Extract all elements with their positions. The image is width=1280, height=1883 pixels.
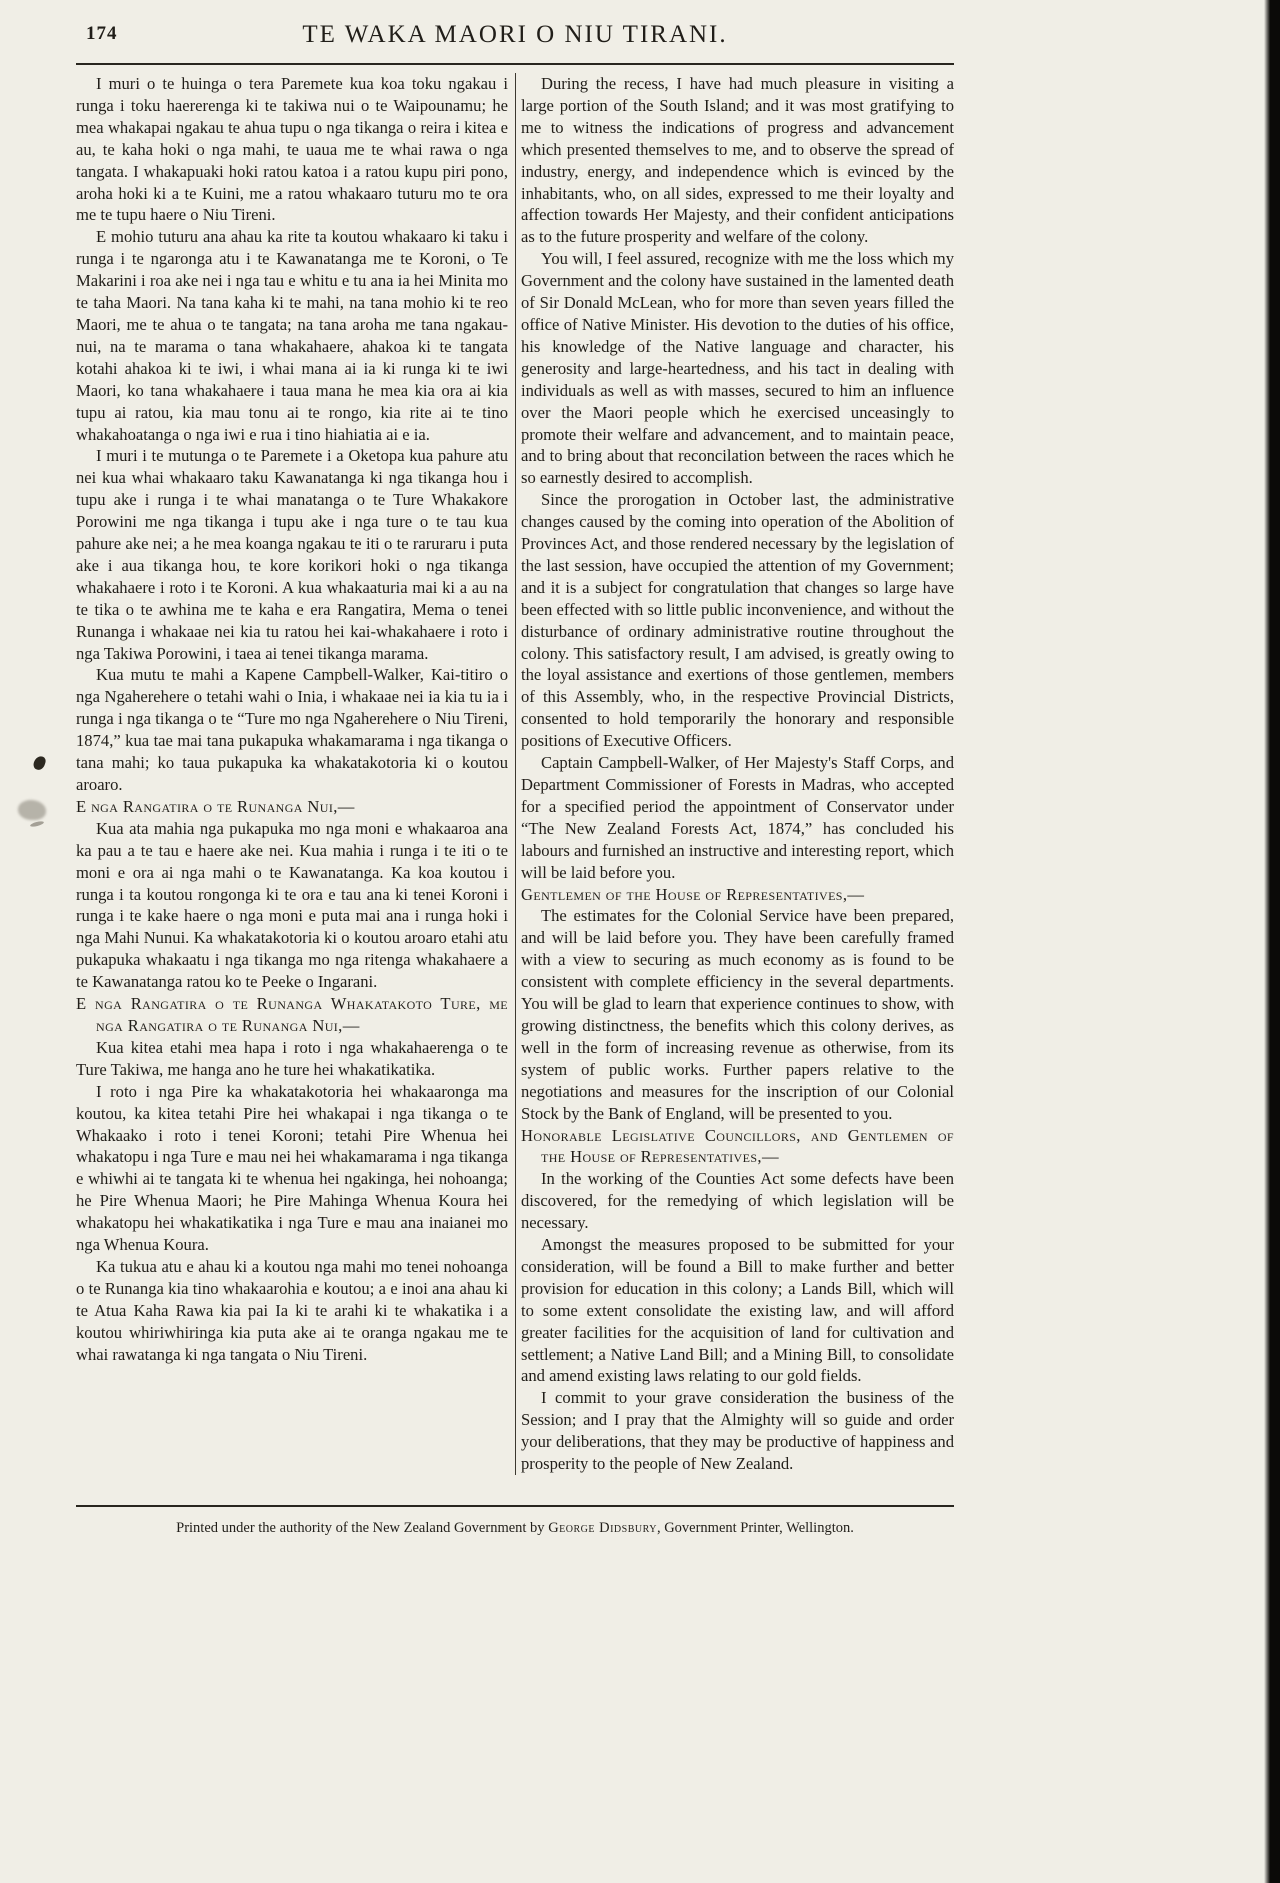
paragraph: Ka tukua atu e ahau ki a koutou nga mahi mo tenei nohoanga o te Runanga kia tino whakaarohia e koutou; a e inoi ana ahau ki te Atua Kaha Rawa kia pai Ia ki te arahi ki te whakatika i a koutou whiriwhiringa kia puta ake ai te oranga ngakau me te whai rawatanga ki nga tangata o Niu Tireni.: [76, 1256, 508, 1364]
paragraph: I commit to your grave consideration the business of the Session; and I pray that the Almighty will so guide and order your deliberations, that they may be productive of happiness and prosperity to the people of New Zealand.: [521, 1388, 954, 1474]
masthead-title: TE WAKA MAORI O NIU TIRANI.: [302, 21, 728, 48]
page-header: [76, 18, 954, 56]
paragraph: I roto i nga Pire ka whakatakotoria hei whakaaronga ma koutou, ka kitea tetahi Pire hei whakapai i nga tikanga o te Whakaako i roto i tenei Koroni; tetahi Pire Whenua hei whakatopu i nga Ture e mau nei hei whakamarama i nga tikanga e whiwhi ai te tangata ki te whenua hei ngakinga, hei nohoanga; he Pire Whenua Maori; he Pire Mahinga Whenua Koura hei whakatopu hei whakatikatika i nga Ture e mau ana inaianei mo nga Whenua Koura.: [76, 1081, 508, 1255]
ink-smudge: [30, 820, 45, 827]
paragraph: Amongst the measures proposed to be submitted for your consideration, will be found a Bill to make further and better provision for education in this colony; a Lands Bill, which will to some extent consolidate the existing law, and will afford greater facilities for the acquisition of land for cultivation and settlement; a Native Land Bill; and a Mining Bill, to consolidate and amend existing laws relating to our gold fields.: [521, 1235, 954, 1386]
section-heading: Honorable Legislative Councillors, and Gentlemen of the House of Representatives,—: [521, 1125, 954, 1167]
printer-name: George Didsbury: [548, 1520, 657, 1536]
section-heading: E nga Rangatira o te Runanga Nui,—: [76, 796, 355, 816]
section-heading: E nga Rangatira o te Runanga Whakatakoto Ture, me nga Rangatira o te Runanga Nui,—: [76, 994, 508, 1035]
paragraph: During the recess, I have had much pleasure in visiting a large portion of the South Island; and it was most gratifying to me to witness the indications of progress and advancement which presented themselves to me, and to observe the spread of industry, energy, and independence which is evinced by the inhabitants, who, on all sides, expressed to me their loyalty and affection towards Her Majesty, and their confident anticipations as to the future prosperity and welfare of the colony.: [521, 74, 954, 247]
imprint-suffix: , Government Printer, Wellington.: [656, 1520, 854, 1536]
paragraph: The estimates for the Colonial Service have been prepared, and will be laid before you. They have been carefully framed with a view to securing as much economy as is found to be consistent with complete efficiency in the several departments. You will be glad to learn that experience continues to show, with growing distinctness, the benefits which this colony derives, as well in the form of increasing revenue as otherwise, from its system of public works. Further papers relative to the negotiations and measures for the inscription of our Colonial Stock by the Bank of England, will be presented to you.: [521, 906, 954, 1123]
paragraph: Kua mutu te mahi a Kapene Campbell-Walker, Kai-titiro o nga Ngaherehere o tetahi wahi o Inia, i whakaae nei ia kia tu ia i runga i nga tikanga o te “Ture mo nga Ngaherehere o Niu Tireni, 1874,” kua tae mai tana pukapuka whakamarama i nga tikanga o tana mahi; ko taua pukapuka ka whakatakotoria ki o koutou aroaro.: [76, 665, 508, 794]
paragraph: In the working of the Counties Act some defects have been discovered, for the remedying of which legislation will be necessary.: [521, 1169, 954, 1233]
newspaper-page: [76, 18, 954, 1537]
ink-smudge: [32, 755, 47, 772]
ink-smudge: [18, 800, 46, 820]
scan-edge-shadow: [1264, 0, 1280, 1883]
two-column-body: [76, 73, 954, 1475]
paragraph: Captain Campbell-Walker, of Her Majesty's Staff Corps, and Department Commissioner of Forests in Madras, who accepted for a specified period the appointment of Conservator under “The New Zealand Forests Act, 1874,” has concluded his labours and furnished an instructive and interesting report, which will be laid before you.: [521, 753, 954, 882]
header-rule: [76, 63, 954, 65]
english-column: [521, 73, 954, 1475]
paragraph: I muri o te huinga o tera Paremete kua koa toku ngakau i runga i toku haererenga ki te takiwa nui o te Waipounamu; he mea whakapai ngakau te ahua tupu o nga tikanga o reira i kitea e au, te kaha hoki o nga mahi, te uaua me te whai rawa o nga tangata. I whakapuaki hoki ratou katoa i a ratou kupu piri pono, aroha hoki ki a te Kuini, me a ratou whakaaro tuturu mo te ora me te tupu haere o Niu Tireni.: [76, 74, 508, 225]
footer-rule: [76, 1505, 954, 1507]
imprint-prefix: Printed under the authority of the New Zealand Government by: [176, 1520, 549, 1536]
paragraph: I muri i te mutunga o te Paremete i a Oketopa kua pahure atu nei kua whai whakaaro taku Kawanatanga ki nga tikanga hou i tupu ake i runga i te whai manatanga o te Ture Whakakore Porowini me nga tikanga i tupu ake i nga ture o te tau kua pahure ake nei; a he mea koanga ngakau te iti o te raruraru i puta ake i aua tikanga hou, te kore korikori hoki o nga tikanga whakahaere i roto i te Koroni. A kua whakaaturia mai ki a au na te tika o te awhina me te kaha e era Rangatira, Mema o tenei Runanga i whakaae nei kia tu ratou hei kai-whakahaere i roto i nga Takiwa Porowini, i taea ai tenei tikanga marama.: [76, 446, 508, 663]
page-number: 174: [86, 23, 118, 44]
section-heading: Gentlemen of the House of Representatives,—: [521, 884, 865, 904]
maori-column: [76, 73, 508, 1475]
column-divider-rule: [515, 73, 516, 1475]
paragraph: E mohio tuturu ana ahau ka rite ta koutou whakaaro ki taku i runga i te ngaronga atu i te Kawanatanga me te Koroni, o Te Makarini i roa ake nei i nga tau e whitu e tu ana ia hei Minita mo te taha Maori. Na tana kaha ki te mahi, na tana mohio ki te reo Maori, me te ahua o te tangata; na tana aroha me tana ngakau-nui, na te marama o tana whakahaere, ahakoa ki te tangata kotahi ahakoa ki te iwi, i whai mana ai ia ki runga ki te iwi Maori, ko tana whakahaere i taua mana he mea kia ora ai kia tupu ai ratou, kia mau tonu ai te rongo, kia rite ai te tino whakahoatanga o nga iwi e rua i tino hiahiatia ai e ia.: [76, 227, 508, 444]
paragraph: Kua ata mahia nga pukapuka mo nga moni e whakaaroa ana ka pau a te tau e haere ake nei. Kua mahia i runga i te iti o te moni e ora ai nga mahi o te Kawanatanga. Ka koa koutou i runga i ta koutou rongonga ki te ora e tau ana ki tenei Koroni i runga i te kake haere o nga moni e puta mai ana i runga hoki i nga Mahi Nunui. Ka whakatakotoria ki o koutou aroaro etahi atu pukapuka whakaatu i nga tikanga mo nga ritenga whakahaere a te Kawanatanga ratou ko te Peeke o Ingarani.: [76, 818, 508, 992]
paragraph: You will, I feel assured, recognize with me the loss which my Government and the colony have sustained in the lamented death of Sir Donald McLean, who for more than seven years filled the office of Native Minister. His devotion to the duties of his office, his knowledge of the Native language and character, his generosity and large-heartedness, and his tact in dealing with individuals as well as with masses, secured to him an influence over the Maori people which he exercised unceasingly to promote their welfare and advancement, and to maintain peace, and to bring about that reconcilation between the races which he so earnestly desired to accomplish.: [521, 249, 954, 488]
imprint-line: [76, 1520, 954, 1537]
paragraph: Kua kitea etahi mea hapa i roto i nga whakahaerenga o te Ture Takiwa, me hanga ano he ture hei whakatikatika.: [76, 1037, 508, 1079]
paragraph: Since the prorogation in October last, the administrative changes caused by the coming into operation of the Abolition of Provinces Act, and those rendered necessary by the legislation of the last session, have occupied the attention of my Government; and it is a subject for congratulation that changes so large have been effected with so little public inconvenience, and without the disturbance of ordinary administrative routine throughout the colony. This satisfactory result, I am advised, is greatly owing to the loyal assistance and exertions of those gentlemen, members of this Assembly, who, in the respective Provincial Districts, consented to hold temporarily the honorary and responsible positions of Executive Officers.: [521, 490, 954, 751]
